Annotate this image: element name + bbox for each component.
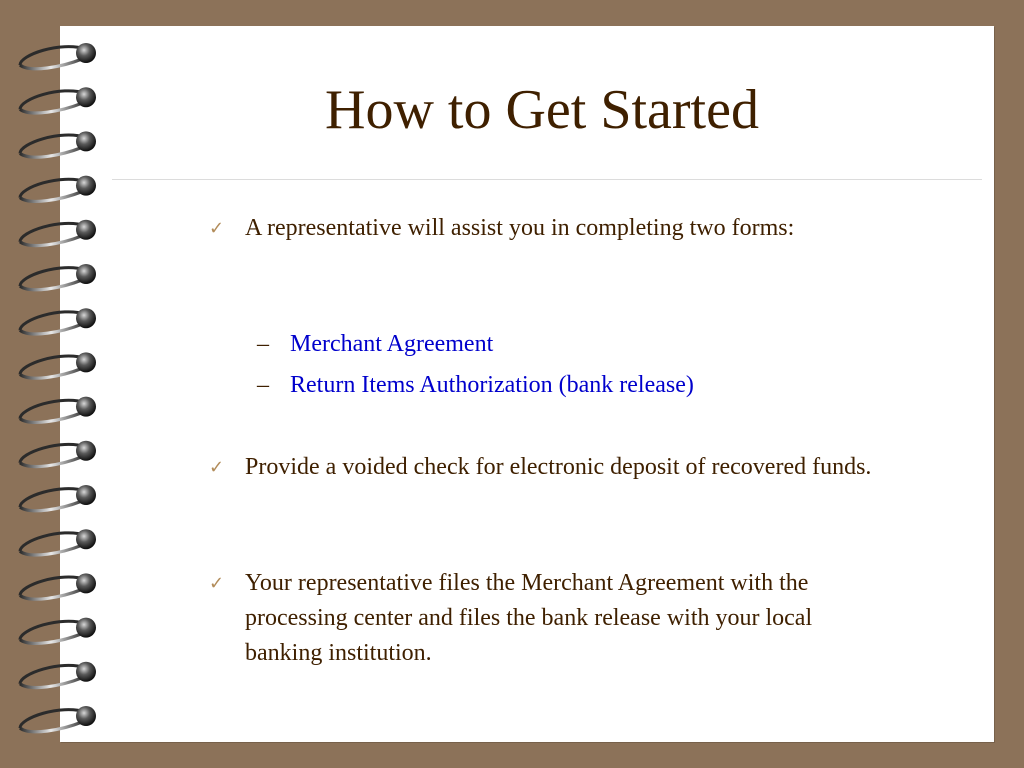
sub-bullet-item-1 bbox=[257, 327, 494, 362]
bullet-text: A representative will assist you in completing two forms: bbox=[245, 215, 795, 241]
dash-marker: – bbox=[257, 372, 269, 398]
bullet-item-3 bbox=[209, 566, 885, 671]
check-icon: ✓ bbox=[209, 573, 225, 594]
check-icon: ✓ bbox=[209, 457, 225, 478]
bullet-item-1 bbox=[209, 211, 885, 246]
bullet-item-2 bbox=[209, 450, 885, 485]
slide-title: How to Get Started bbox=[325, 79, 759, 141]
check-icon: ✓ bbox=[209, 218, 225, 239]
bullet-text: Provide a voided check for electronic deposit of recovered funds. bbox=[245, 454, 872, 480]
sub-bullet-item-2 bbox=[257, 368, 694, 403]
dash-marker: – bbox=[257, 331, 269, 357]
title-divider bbox=[112, 179, 982, 180]
sub-bullet-text: Return Items Authorization (bank release) bbox=[290, 372, 694, 398]
bullet-text: Your representative files the Merchant Agreement with the processing center and files the bank release with your local banking institution. bbox=[245, 570, 813, 666]
sub-bullet-text: Merchant Agreement bbox=[290, 331, 494, 357]
